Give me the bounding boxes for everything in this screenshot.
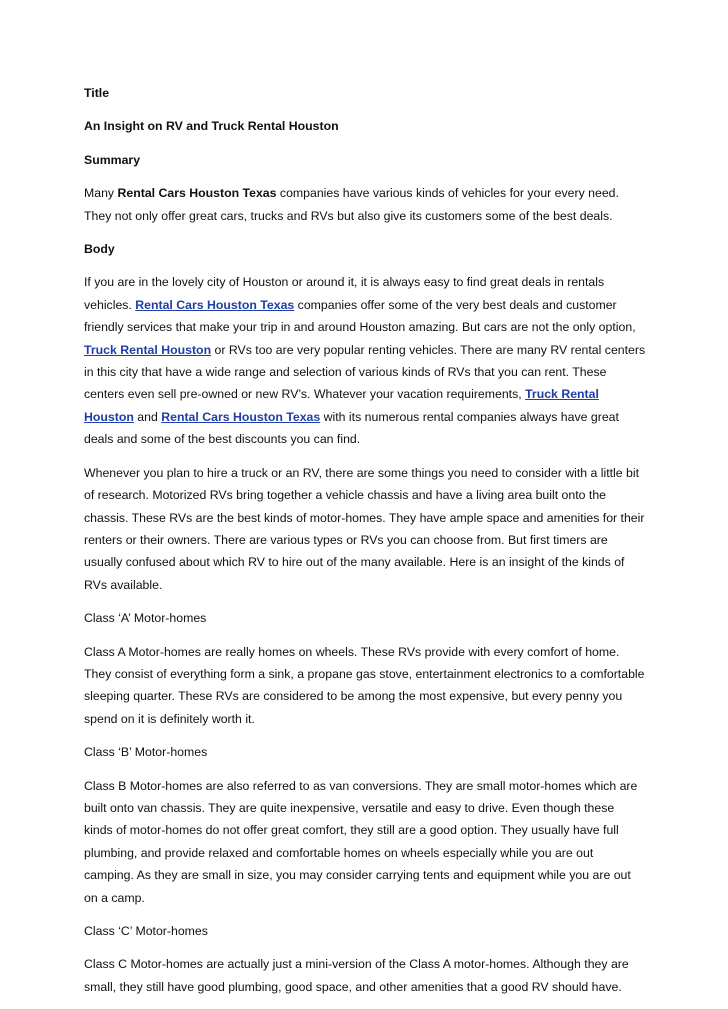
body-label: Body	[84, 242, 115, 257]
class-c-heading: Class ‘C’ Motor-homes	[84, 924, 208, 938]
body-p1-text-5: with its numerous rental companies always have great deals and some of the best discounts you can find.	[84, 409, 619, 447]
body-p1-text-4: and	[133, 409, 162, 424]
summary-bold-keyword: Rental Cars Houston Texas	[117, 186, 277, 201]
class-c-paragraph: Class C Motor-homes are actually just a mini-version of the Class A motor-homes. Although they are small, they still have good plumbing, good space, and other amenities that a good RV should have.	[84, 957, 629, 994]
link-truck-rental-houston[interactable]: Truck Rental Houston	[84, 342, 212, 357]
class-a-paragraph: Class A Motor-homes are really homes on wheels. These RVs provide with every comfort of home. They consist of everything form a sink, a propane gas stove, entertainment electronics to a comfortable sleeping quarter. These RVs are considered to be among the most expensive, but every penny you spend on it is definitely worth it.	[84, 644, 645, 726]
body-p1-text-2: companies offer some of the very best deals and customer friendly services that make your trip in and around Houston amazing. But cars are not the only option,	[84, 297, 636, 335]
class-b-paragraph: Class B Motor-homes are also referred to as van conversions. They are small motor-homes which are built onto van chassis. They are quite inexpensive, versatile and easy to drive. Even though these kinds of motor-homes do not offer great comfort, they still are a good option. They usually have full plumbing, and provide relaxed and comfortable homes on wheels especially while you are out camping. As they are small in size, you may consider carrying tents and equipment while you are out on a camp.	[84, 778, 638, 905]
summary-paragraph	[84, 182, 646, 227]
class-a-heading: Class ‘A’ Motor-homes	[84, 611, 207, 626]
summary-label: Summary	[84, 152, 141, 167]
body-paragraph-2: Whenever you plan to hire a truck or an RV, there are some things you need to consider with a little bit of research. Motorized RVs bring together a vehicle chassis and have a living area built onto the chassis. These RVs are the best kinds of motor-homes. They have ample space and amenities for their renters or their owners. There are various types or RVs you can choose from. But first timers are usually confused about which RV to hire out of the many available. Here is an insight of the kinds of RVs available.	[84, 465, 645, 592]
body-p1-text-1: If you are in the lovely city of Houston or around it, it is always easy to find great deals in rentals vehicles.	[84, 275, 605, 312]
link-rental-cars-houston-texas[interactable]: Rental Cars Houston Texas	[135, 297, 295, 312]
class-b-heading: Class ‘B’ Motor-homes	[84, 745, 208, 760]
title-label: Title	[84, 86, 110, 100]
article-title: An Insight on RV and Truck Rental Houston	[84, 119, 339, 134]
summary-lead: Many	[84, 186, 118, 201]
document-page	[84, 82, 646, 1009]
summary-rest: companies have various kinds of vehicles for your every need. They not only offer great cars, trucks and RVs but also give its customers some of the best deals.	[84, 186, 619, 223]
body-p1-text-3: or RVs too are very popular renting vehicles. There are many RV rental centers in this city that have a wide range and selection of various kinds of RVs that you can rent. These centers even sell pre-owned or new RV’s. Whatever your vacation requirements,	[84, 342, 646, 402]
link-rental-cars-houston-texas-2[interactable]: Rental Cars Houston Texas	[161, 409, 321, 424]
body-paragraph-1	[84, 271, 646, 450]
link-truck-rental-houston-2[interactable]: Truck Rental Houston	[84, 387, 599, 424]
